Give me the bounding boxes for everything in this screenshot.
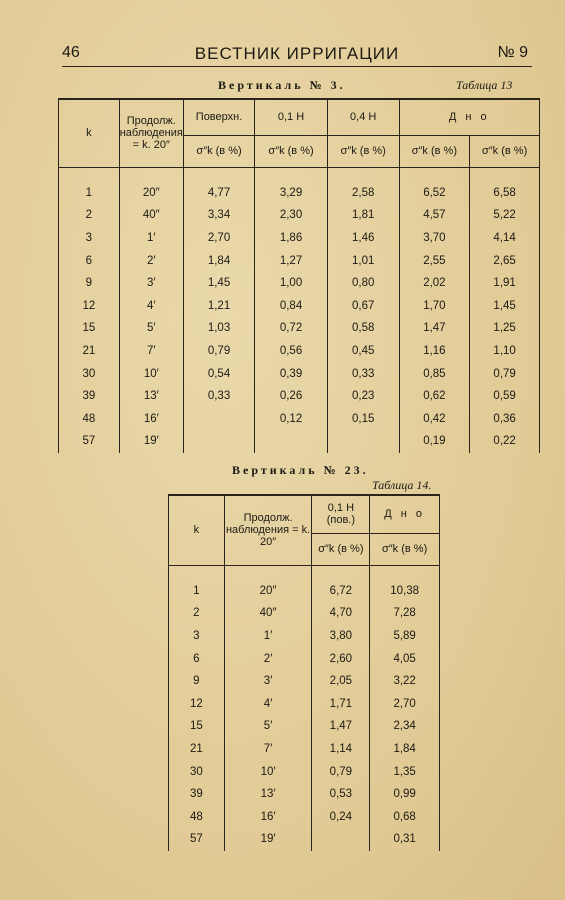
table-cell: 7,28 [370,602,440,625]
table-cell: 1,86 [255,227,328,250]
table-cell: 0,23 [327,385,399,408]
table-cell: 4,57 [399,204,470,227]
table13-label: Таблица 13 [456,78,513,92]
table-cell: 40″ [119,204,183,227]
table-cell: 15 [169,715,225,738]
col-duration-header: Продолж. наблюдения = k. 20″ [224,495,312,565]
table-row [169,828,440,851]
table-cell: 0,85 [399,362,470,385]
table-cell: 57 [169,828,225,851]
table-cell: 48 [59,407,120,430]
col-bottom-header: Д н о [370,495,440,533]
table-row [59,249,540,272]
table-cell: 0,26 [255,385,328,408]
table-cell: 0,79 [470,362,540,385]
table-cell: 9 [169,670,225,693]
table-row [169,670,440,693]
table-cell: 5,22 [470,204,540,227]
table-cell: 5′ [119,317,183,340]
table-cell: 0,45 [327,340,399,363]
sigma-header: σ″k (в %) [399,135,470,167]
table-cell: 2 [59,204,120,227]
table-cell: 21 [59,340,120,363]
table-cell: 30 [169,760,225,783]
table-cell: 0,79 [183,340,254,363]
table-cell: 1,03 [183,317,254,340]
table-cell: 2,58 [327,182,399,205]
table-cell: 19′ [119,430,183,453]
table-cell: 3,22 [370,670,440,693]
table-cell: 0,31 [370,828,440,851]
table-cell: 57 [59,430,120,453]
table-cell: 2,65 [470,249,540,272]
col-01h-header: 0,1 Н (пов.) [312,495,370,533]
table-cell: 0,56 [255,340,328,363]
table-row [59,204,540,227]
table-cell: 39 [169,783,225,806]
table-row [59,272,540,295]
sigma-header: σ″k (в %) [370,533,440,565]
table-cell: 1,91 [470,272,540,295]
table-cell: 3,80 [312,625,370,648]
table-cell: 1,81 [327,204,399,227]
sigma-header: σ″k (в %) [312,533,370,565]
table-cell: 0,99 [370,783,440,806]
table-cell [312,828,370,851]
table-cell: 12 [59,294,120,317]
table-cell: 16′ [119,407,183,430]
table-cell: 20″ [224,580,312,603]
table-cell: 10,38 [370,580,440,603]
table-row [59,294,540,317]
table-cell: 15 [59,317,120,340]
table-row [59,182,540,205]
table-row [59,407,540,430]
table-cell: 4,70 [312,602,370,625]
table-cell: 0,53 [312,783,370,806]
table-cell: 0,19 [399,430,470,453]
table-cell: 7′ [224,738,312,761]
table-row [59,362,540,385]
table-row [59,430,540,453]
table-cell: 0,62 [399,385,470,408]
table-cell: 3′ [224,670,312,693]
issue-number: № 9 [497,44,528,61]
table-cell: 1,14 [312,738,370,761]
table-row [59,317,540,340]
table-cell: 3,70 [399,227,470,250]
table-cell: 0,22 [470,430,540,453]
table-cell: 6,52 [399,182,470,205]
table-cell: 10′ [119,362,183,385]
table-cell: 1,35 [370,760,440,783]
table-row [59,340,540,363]
table-cell: 3 [169,625,225,648]
table-cell: 7′ [119,340,183,363]
table-cell: 0,39 [255,362,328,385]
table-cell [183,407,254,430]
table-cell: 4,14 [470,227,540,250]
table-cell: 3 [59,227,120,250]
table-cell: 1,47 [399,317,470,340]
table-row [169,625,440,648]
table-cell: 19′ [224,828,312,851]
page-number: 46 [62,44,80,61]
table-cell: 9 [59,272,120,295]
table-cell: 0,42 [399,407,470,430]
table-cell: 1,21 [183,294,254,317]
table-cell: 2,30 [255,204,328,227]
sigma-header: σ″k (в %) [183,135,254,167]
journal-title: ВЕСТНИК ИРРИГАЦИИ [194,44,400,63]
table-cell: 12 [169,692,225,715]
table-cell: 1,70 [399,294,470,317]
table-cell: 39 [59,385,120,408]
table-cell: 0,33 [183,385,254,408]
table-cell: 0,79 [312,760,370,783]
table-13 [58,98,540,453]
table-cell: 2,02 [399,272,470,295]
table-cell: 6 [169,647,225,670]
table-cell: 0,15 [327,407,399,430]
table-cell: 2 [169,602,225,625]
table-cell: 2,60 [312,647,370,670]
table-cell: 0,67 [327,294,399,317]
table-cell [183,430,254,453]
table-cell: 48 [169,805,225,828]
table-cell: 0,80 [327,272,399,295]
table-cell: 1,46 [327,227,399,250]
table-cell: 1′ [224,625,312,648]
table-cell: 1,01 [327,249,399,272]
table14-label: Таблица 14. [372,478,432,492]
table-cell: 5,89 [370,625,440,648]
table-row [169,760,440,783]
table-cell: 0,58 [327,317,399,340]
table-cell: 1,71 [312,692,370,715]
table-cell: 6,72 [312,580,370,603]
table-cell: 1′ [119,227,183,250]
table-cell: 5′ [224,715,312,738]
table-cell: 2′ [119,249,183,272]
table-cell: 16′ [224,805,312,828]
col-bottom-header: Д н о [399,99,539,135]
table-cell: 1,00 [255,272,328,295]
table14-caption: Вертикаль № 23. [232,463,369,477]
table14-body [169,565,440,851]
table-cell: 13′ [119,385,183,408]
table-cell: 2,05 [312,670,370,693]
table-cell: 6 [59,249,120,272]
table-cell: 1,45 [470,294,540,317]
table-row [169,647,440,670]
table-cell: 0,36 [470,407,540,430]
col-duration-header: Продолж. наблюдения = k. 20″ [119,99,183,167]
table-row [169,805,440,828]
sigma-header: σ″k (в %) [470,135,540,167]
table-cell: 2,70 [370,692,440,715]
col-k-header: k [169,495,225,565]
table-14 [168,494,440,851]
table-cell: 4,77 [183,182,254,205]
table-cell: 0,54 [183,362,254,385]
table13-caption: Вертикаль № 3. [218,78,346,92]
col-01h-header: 0,1 Н [255,99,328,135]
table-row [169,602,440,625]
table-cell: 10′ [224,760,312,783]
table-cell [327,430,399,453]
table-row [59,227,540,250]
table-cell: 0,33 [327,362,399,385]
table-cell: 6,58 [470,182,540,205]
table-cell: 4′ [224,692,312,715]
table-cell: 2,34 [370,715,440,738]
table-row [169,738,440,761]
table-row [169,580,440,603]
table-cell: 0,12 [255,407,328,430]
table-cell [255,430,328,453]
table13-body [59,167,540,453]
table-cell: 3′ [119,272,183,295]
col-04h-header: 0,4 Н [327,99,399,135]
table-cell: 30 [59,362,120,385]
table-cell: 1,45 [183,272,254,295]
col-k-header: k [59,99,120,167]
table-cell: 0,68 [370,805,440,828]
table-row [169,692,440,715]
table-cell: 20″ [119,182,183,205]
sigma-header: σ″k (в %) [327,135,399,167]
table-cell: 1,16 [399,340,470,363]
table-cell: 2,55 [399,249,470,272]
table-cell: 1,25 [470,317,540,340]
table-cell: 3,34 [183,204,254,227]
table-cell: 21 [169,738,225,761]
table-cell: 4′ [119,294,183,317]
table-row [59,385,540,408]
table-cell: 0,24 [312,805,370,828]
table-cell: 40″ [224,602,312,625]
table-cell: 1,10 [470,340,540,363]
table-cell: 2′ [224,647,312,670]
table-cell: 1,84 [183,249,254,272]
page-header [62,44,532,67]
table-cell: 0,84 [255,294,328,317]
table-row [169,715,440,738]
table-cell: 4,05 [370,647,440,670]
table-cell: 1 [169,580,225,603]
sigma-header: σ″k (в %) [255,135,328,167]
table-cell: 0,59 [470,385,540,408]
table-cell: 1,27 [255,249,328,272]
table-cell: 1,47 [312,715,370,738]
table-cell: 2,70 [183,227,254,250]
col-surface-header: Поверхн. [183,99,254,135]
table-cell: 13′ [224,783,312,806]
table-cell: 3,29 [255,182,328,205]
table-cell: 0,72 [255,317,328,340]
table-row [169,783,440,806]
table-cell: 1,84 [370,738,440,761]
table-cell: 1 [59,182,120,205]
